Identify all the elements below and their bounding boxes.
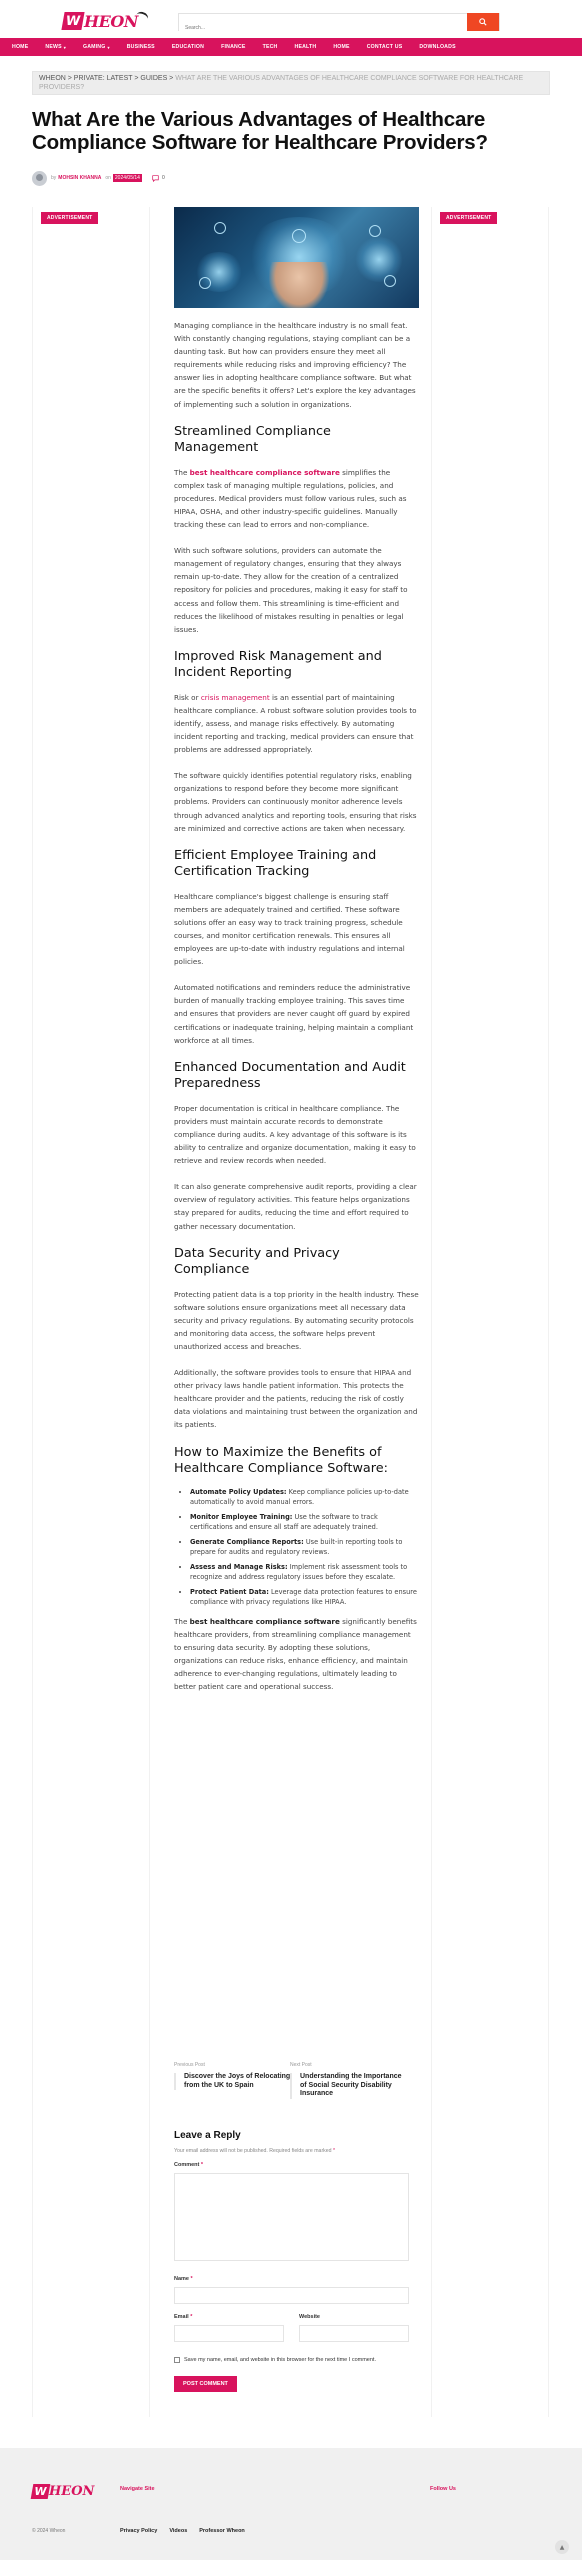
reply-title: Leave a Reply [174, 2130, 241, 2141]
health-icon [292, 229, 306, 243]
chevron-up-icon: ▲ [559, 2543, 565, 2551]
list-item-text: Use the software to track certifications and ensure all staff are adequately trained. [190, 1512, 378, 1531]
section-heading: Improved Risk Management and Incident Reporting [174, 648, 382, 681]
required-mark: * [190, 2314, 193, 2320]
hand-graphic [269, 262, 329, 308]
paragraph: The software quickly identifies potential regulatory risks, enabling organizations to respond before they become more significant problems. Providers can continuously monitor adherence levels through advanced analytics and reporting tools, ensuring that risks are minimized and corrective actions are taken when necessary. [174, 771, 417, 833]
list-item-title: Protect Patient Data: [190, 1587, 269, 1596]
text: The [174, 467, 190, 477]
site-logo[interactable] [63, 10, 148, 32]
closing-paragraph [174, 1615, 419, 1694]
nav-item-health[interactable] [295, 44, 317, 50]
nav-label: DOWNLOADS [419, 44, 456, 50]
nav-item-education[interactable] [172, 44, 204, 50]
nav-item-home-2[interactable] [333, 44, 349, 50]
nav-item-finance[interactable] [221, 44, 245, 50]
list-item [190, 1512, 419, 1532]
search-bar [178, 13, 500, 31]
nav-item-tech[interactable] [263, 44, 278, 50]
nav-label: HOME [12, 44, 29, 50]
search-icon [479, 18, 487, 26]
left-ad-column [32, 207, 150, 2417]
site-header [0, 0, 582, 38]
nav-item-contact[interactable] [367, 44, 403, 50]
text: simplifies the complex task of managing multiple regulations, policies, and procedures. Medical providers must follow various rules, such as HIPAA, OSHA, and other industry-specific guidelines. Manually tracking these can lead to errors and non-compliance. [174, 467, 407, 530]
nav-label: BUSINESS [126, 44, 155, 50]
breadcrumb-path[interactable]: WHEON > PRIVATE: LATEST > GUIDES > [39, 75, 176, 82]
email-field[interactable] [174, 2325, 284, 2342]
paragraph [174, 466, 419, 531]
nav-item-gaming[interactable] [83, 44, 110, 50]
previous-post-title[interactable]: Discover the Joys of Relocating from the UK to Spain [174, 2073, 292, 2090]
benefits-list [174, 1487, 419, 1607]
breadcrumb [32, 71, 550, 95]
list-item [190, 1537, 419, 1557]
paragraph: Healthcare compliance's biggest challenge is ensuring staff members are adequately trained and certified. These software solutions offer an easy way to track training progress, schedule courses, and monitor certification renewals. This ensures all employees are up-to-date with industry regulations and internal policies. [174, 891, 405, 967]
list-item [190, 1487, 419, 1507]
list-item-title: Automate Policy Updates: [190, 1487, 287, 1496]
list-item-title: Monitor Employee Training: [190, 1512, 293, 1521]
compliance-software-link[interactable]: best healthcare compliance software [189, 467, 340, 477]
nav-item-business[interactable] [127, 44, 155, 50]
next-post-title[interactable]: Understanding the Importance of Social Security Disability Insurance [290, 2073, 408, 2099]
save-info-label: Save my name, email, and website in this browser for the next time I comment. [184, 2357, 376, 2363]
list-item [190, 1587, 419, 1607]
comment-count[interactable] [152, 175, 165, 182]
footer-link-videos[interactable]: Videos [169, 2528, 188, 2534]
comment-label [174, 2162, 419, 2168]
paragraph: Protecting patient data is a top priority in the health industry. These software solutions ensure organizations meet all necessary data security and privacy regulations. By automating security protocols and monitoring data access, the software helps prevent unauthorized access and breaches. [174, 1289, 419, 1351]
nav-label: HOME [333, 44, 350, 50]
previous-post-label: Previous Post [174, 2062, 205, 2068]
list-item-text: Keep compliance policies up-to-date automatically to avoid manual errors. [190, 1487, 409, 1506]
footer-logo[interactable] [32, 2484, 94, 2499]
nav-label: FINANCE [221, 44, 246, 50]
footer-link-privacy[interactable]: Privacy Policy [120, 2528, 158, 2534]
required-mark: * [200, 2162, 204, 2168]
paragraph: Automated notifications and reminders reduce the administrative burden of manually tracking employee training. This saves time and ensures that providers are never caught off guard by expired certifications or inadequate training, helping maintain a compliant workforce at all times. [174, 983, 414, 1045]
paragraph: Proper documentation is critical in healthcare compliance. The providers must maintain accurate records to demonstrate compliance during audits. A key advantage of this software is its ability to centralize and organize documentation, making it easy to retrieve and review records when needed. [174, 1103, 416, 1166]
nav-label: GAMING [82, 44, 106, 50]
section-heading: Enhanced Documentation and Audit Preparedness [174, 1059, 406, 1092]
article-text [174, 319, 419, 1706]
save-info-checkbox[interactable] [174, 2357, 180, 2363]
list-item-text: Implement risk assessment tools to recognize and address regulatory issues before they escalate. [190, 1562, 408, 1581]
footer-links [120, 2528, 257, 2534]
search-input[interactable] [179, 20, 469, 36]
list-item-title: Generate Compliance Reports: [190, 1537, 304, 1546]
logo-mark: W [61, 12, 84, 30]
nav-item-downloads[interactable] [419, 44, 455, 50]
post-meta [32, 170, 165, 186]
name-field[interactable] [174, 2287, 409, 2304]
section-heading: Streamlined Compliance Management [174, 423, 331, 456]
intro-paragraph: Managing compliance in the healthcare industry is no small feat. With constantly changing regulations, staying compliant can be a daunting task. But how can providers ensure they meet all requirements while reducing risks and improving efficiency? The answer lies in adopting healthcare compliance software. But what are the specific benefits it offers? Let's explore the key advantages of implementing such a solution in organizations. [174, 321, 416, 409]
comment-icon [152, 175, 159, 182]
nav-label: CONTACT US [366, 44, 403, 50]
main-nav [0, 38, 582, 56]
reply-note [174, 2148, 419, 2154]
by-label: by [51, 175, 57, 181]
post-date: 2024/05/14 [114, 175, 140, 181]
section-heading: Data Security and Privacy Compliance [174, 1245, 340, 1278]
nav-label: HEALTH [294, 44, 317, 50]
paragraph [174, 691, 419, 756]
email-group [174, 2314, 284, 2342]
next-post[interactable] [290, 2062, 408, 2099]
paragraph: Additionally, the software provides tools to ensure that HIPAA and other privacy laws handle patient information. This protects the healthcare provider and the patients, reducing the risk of costly data violations and maintaining trust between the organization and its patients. [174, 1368, 418, 1430]
page-title: What Are the Various Advantages of Healthcare Compliance Software for Healthcare Providers? [32, 108, 488, 154]
section-heading: Efficient Employee Training and Certification Tracking [174, 847, 377, 880]
logo-mark: W [31, 2484, 51, 2499]
back-to-top-button[interactable] [555, 2540, 569, 2554]
on-label: on [105, 175, 111, 181]
nav-item-home[interactable] [12, 44, 28, 50]
author-link[interactable]: MOHSIN KHANNA [58, 175, 102, 181]
list-item-text: Use built-in reporting tools to prepare for audits and regulatory reviews. [190, 1537, 403, 1556]
comment-form [174, 2130, 419, 2392]
comment-textarea[interactable] [174, 2173, 409, 2261]
name-label [174, 2276, 419, 2282]
label-text: Email [174, 2314, 189, 2320]
required-mark: * [332, 2148, 336, 2154]
site-footer [0, 2448, 582, 2560]
label-text: Name [174, 2276, 189, 2282]
image-glow [354, 237, 404, 282]
nav-item-news[interactable] [45, 44, 66, 50]
nav-label: TECH [262, 44, 278, 50]
logo-text: HEON [84, 11, 138, 31]
right-ad-column [431, 207, 549, 2417]
website-label: Website [299, 2314, 320, 2320]
health-icon [369, 225, 381, 237]
website-field[interactable] [299, 2325, 409, 2342]
list-item [190, 1562, 419, 1582]
logo-text: HEON [49, 2484, 95, 2499]
website-group [299, 2314, 409, 2342]
text: Risk or [174, 692, 201, 702]
navigate-site-heading: Navigate Site [120, 2486, 155, 2492]
previous-post[interactable] [174, 2062, 292, 2090]
section-heading: How to Maximize the Benefits of Healthcare Compliance Software: [174, 1444, 388, 1477]
post-comment-button[interactable]: POST COMMENT [174, 2376, 237, 2392]
ad-label: ADVERTISEMENT [41, 212, 98, 224]
health-icon [214, 222, 226, 234]
text: The [174, 1616, 190, 1626]
save-info-checkbox-row [174, 2356, 419, 2364]
email-website-row [174, 2314, 409, 2342]
ad-label: ADVERTISEMENT [440, 212, 497, 224]
copyright: © 2024 Wheon [32, 2528, 66, 2534]
paragraph: With such software solutions, providers can automate the management of regulatory changes, ensuring that they always remain up-to-date. They allow for the creation of a centralized repository for policies and procedures, making it easy for staff to access and follow them. This streamlining is time-efficient and reduces the likelihood of mistakes resulting in penalties or legal issues. [174, 546, 408, 634]
featured-image [174, 207, 419, 308]
paragraph: It can also generate comprehensive audit reports, providing a clear overview of regulatory activities. This feature helps organizations stay prepared for audits, reducing the time and effort required to gather necessary documentation. [174, 1182, 417, 1231]
article-body [163, 207, 420, 1691]
label-text: Comment [174, 2162, 200, 2168]
nav-label: EDUCATION [171, 44, 205, 50]
text: is an essential part of maintaining healthcare compliance. A robust software solution provides tools to identify, assess, and manage risks effectively. By automating incident reporting and tracking, medical providers can ensure that problems are addressed appropriately. [174, 692, 417, 755]
search-button[interactable] [467, 13, 499, 31]
required-mark: * [190, 2276, 193, 2282]
health-icon [384, 275, 396, 287]
list-item-title: Assess and Manage Risks: [190, 1562, 288, 1571]
nav-label: NEWS [45, 44, 62, 50]
chevron-down-icon: ▾ [63, 44, 66, 50]
avatar[interactable] [32, 171, 47, 186]
health-icon [199, 277, 211, 289]
footer-link-professor[interactable]: Professor Wheon [199, 2528, 245, 2534]
chevron-down-icon: ▾ [107, 44, 110, 50]
comment-count-value: 0 [161, 175, 165, 181]
next-post-label: Next Post [290, 2062, 312, 2068]
follow-us-heading: Follow Us [430, 2486, 456, 2492]
email-label [174, 2314, 284, 2320]
crisis-management-link[interactable]: crisis management [200, 692, 270, 702]
text: significantly benefits healthcare providers, from streamlining compliance management to ensuring data security. By adopting these solutions, organizations can reduce risks, enhance efficiency, and maintain adherence to ever-changing regulations, ultimately leading to better patient care and operational success. [174, 1616, 417, 1691]
list-item-text: Leverage data protection features to ensure compliance with privacy regulations like HIPAA. [190, 1587, 417, 1606]
breadcrumb-current: WHAT ARE THE VARIOUS ADVANTAGES OF HEALTHCARE COMPLIANCE SOFTWARE FOR HEALTHCARE PROVIDERS? [39, 75, 524, 91]
bold-text: best healthcare compliance software [189, 1616, 340, 1626]
note-text: Your email address will not be published. Required fields are marked [174, 2148, 333, 2154]
